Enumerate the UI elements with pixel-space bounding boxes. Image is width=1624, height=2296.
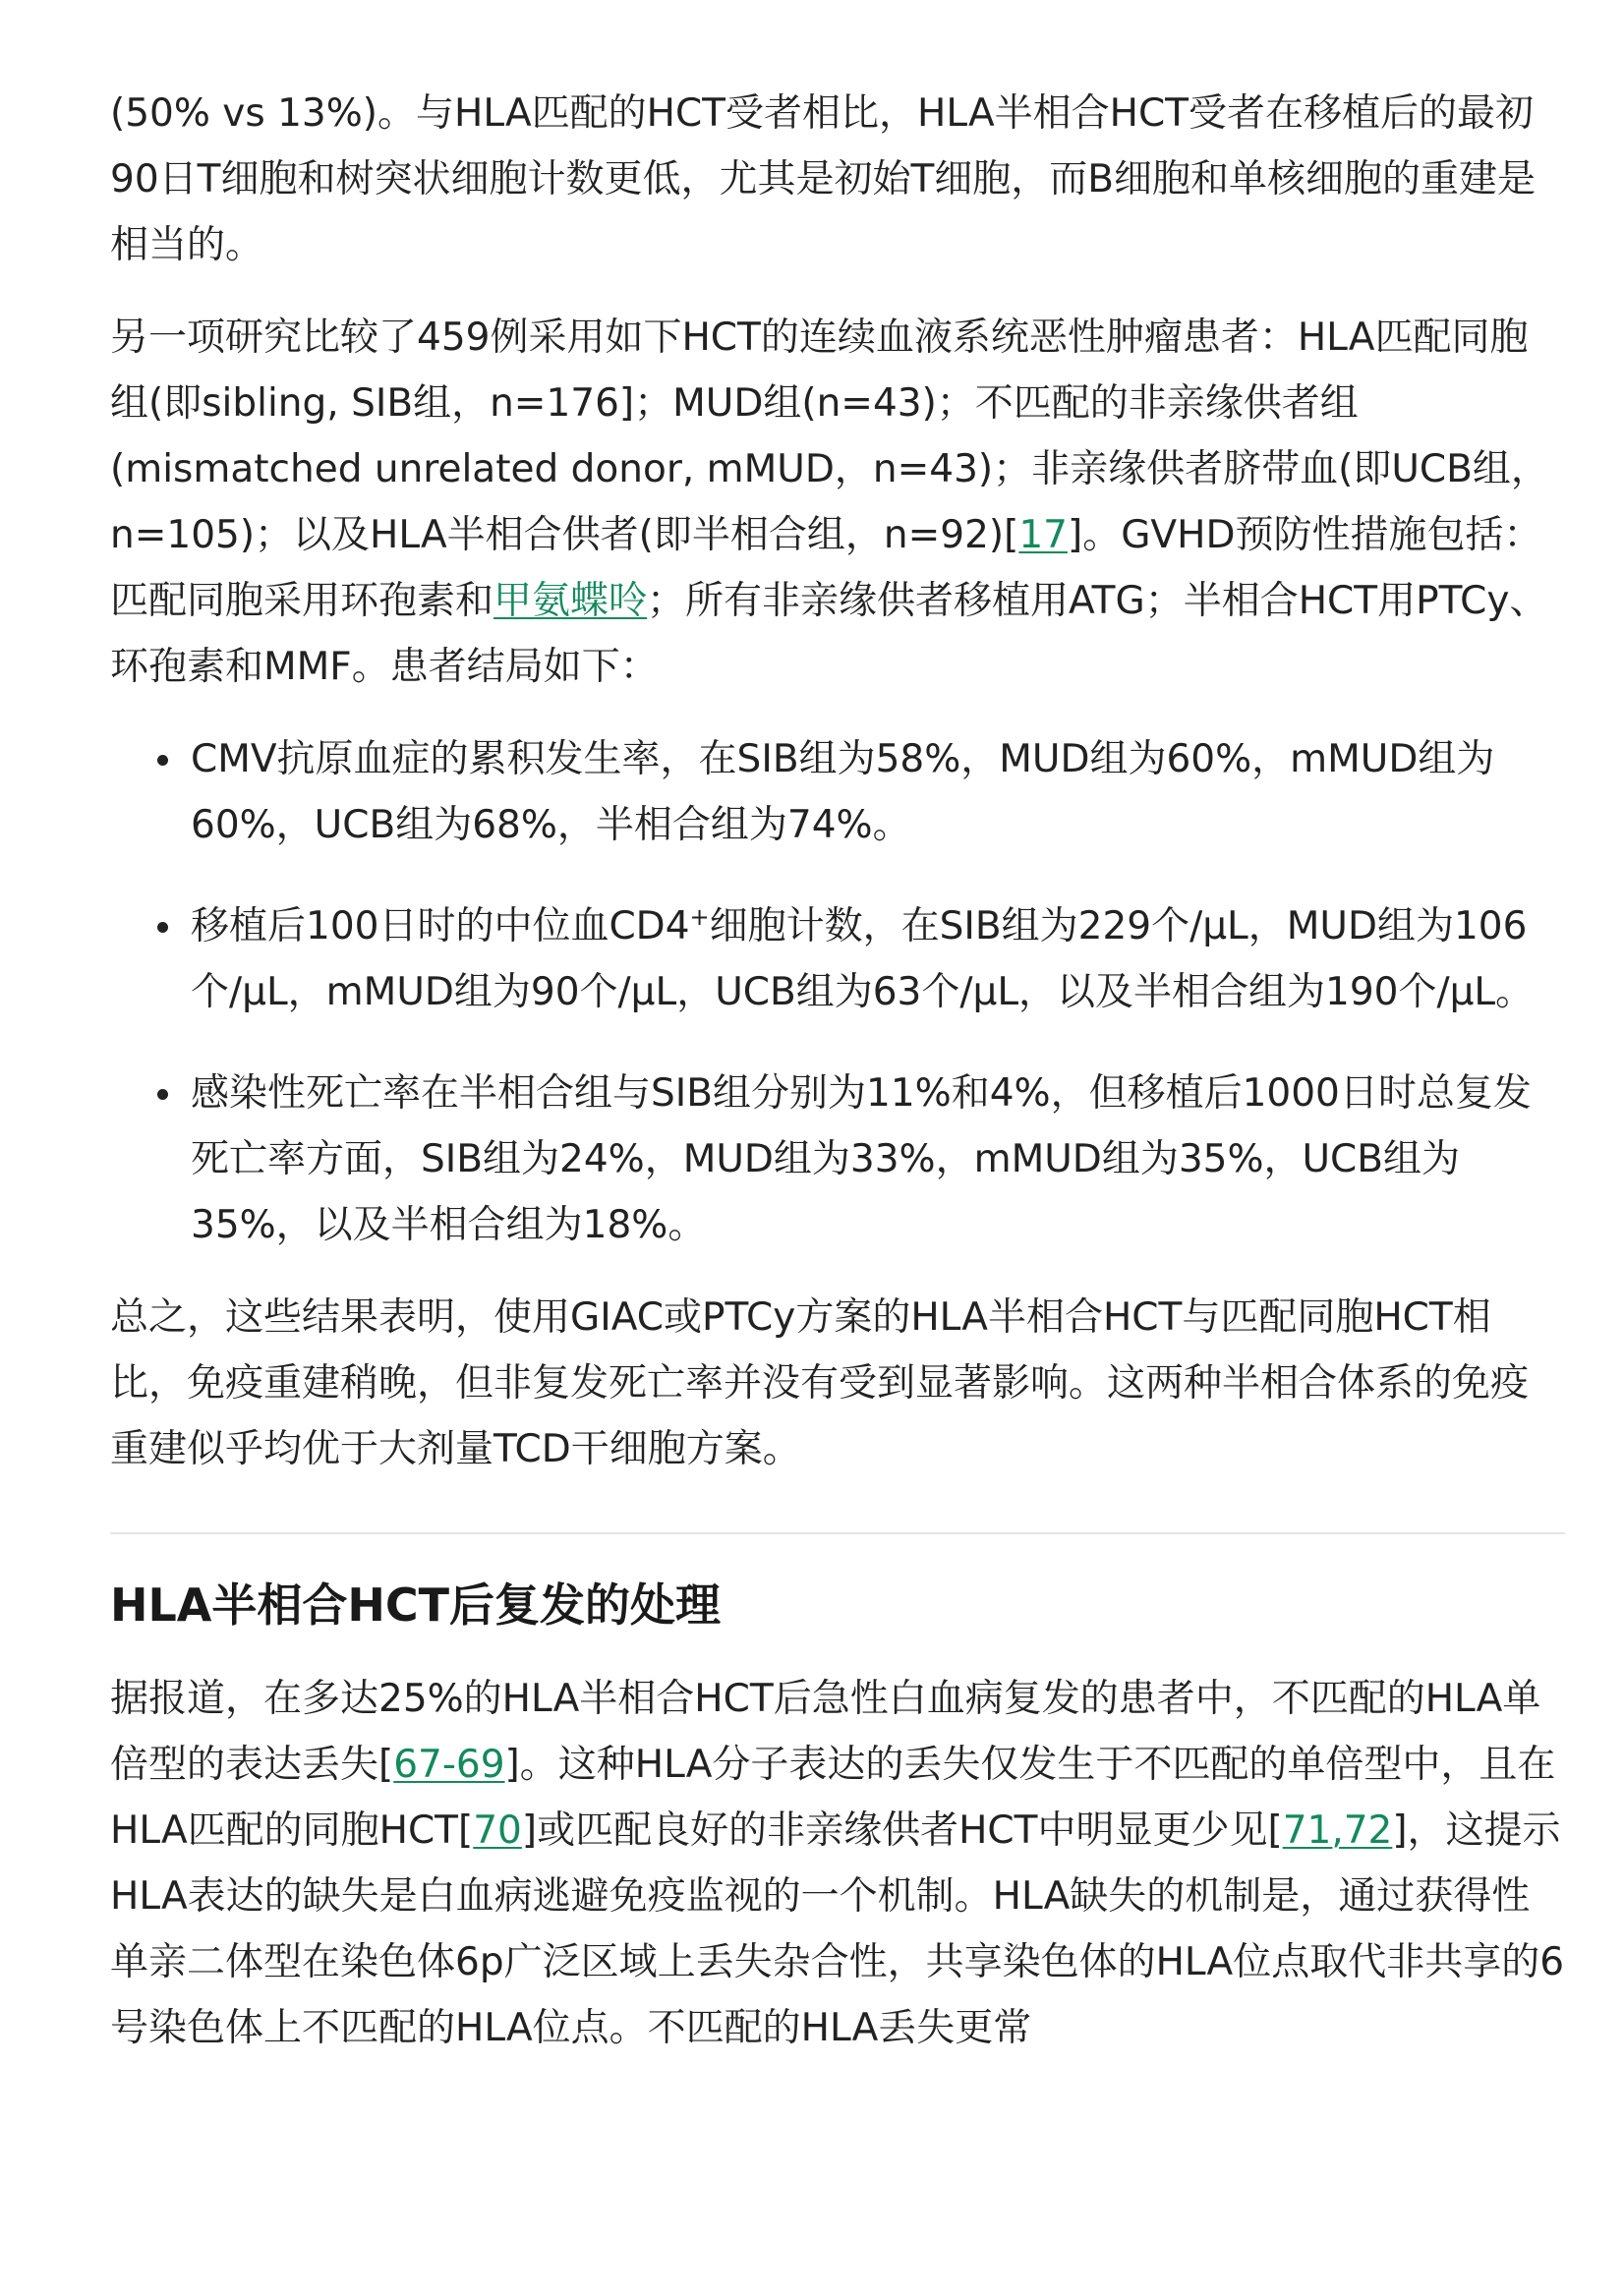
paragraph-study-459	[110, 305, 1565, 700]
reference-link-71-72[interactable]: 71,72	[1282, 1808, 1393, 1853]
reference-link-70[interactable]: 70	[473, 1808, 522, 1853]
paragraph-hla-comparison: (50% vs 13%)。与HLA匹配的HCT受者相比，HLA半相合HCT受者在移植后的最初90日T细胞和树突状细胞计数更低，尤其是初始T细胞，而B细胞和单核细胞的重建是相当的。	[110, 91, 1537, 267]
bullet-item-cd4	[191, 893, 1565, 1025]
bullet-text: 感染性死亡率在半相合组与SIB组分别为11%和4%，但移植后1000日时总复发死亡率方面，SIB组为24%，MUD组为33%，mMUD组为35%，UCB组为35%，以及半相合组为18%。	[191, 1071, 1532, 1247]
section-heading: HLA半相合HCT后复发的处理	[110, 1578, 722, 1632]
section-divider	[110, 1532, 1565, 1534]
paragraph-text: ；所有非亲缘供者移植用ATG；半相合HCT用PTCy、环孢素和MMF。患者结局如下：	[110, 579, 1548, 689]
bullet-item-mortality	[191, 1061, 1565, 1258]
bullet-text: 移植后100日时的中位血CD4	[191, 904, 690, 948]
bullet-dot-icon	[157, 755, 168, 766]
outcome-bullet-list	[110, 726, 1565, 1258]
paragraph-text: 据报道，在多达25%的HLA半相合HCT后急性白血病复发的患者中，不匹配的HLA单倍型的表达丢失[	[110, 1677, 1541, 1787]
paragraph-text: 另一项研究比较了459例采用如下HCT的连续血液系统恶性肿瘤患者：HLA匹配同胞组(即sibling, SIB组，n=176]；MUD组(n=43)；不匹配的非亲缘供者组(mismatched unrelated donor, mMUD，n=43)；非亲缘供者脐带血(即UCB组，n=105)；以及HLA半相合供者(即半相合组，n=92)[	[110, 316, 1549, 557]
paragraph-text: ]，这提示HLA表达的缺失是白血病逃避免疫监视的一个机制。HLA缺失的机制是，通过获得性单亲二体型在染色体6p广泛区域上丢失杂合性，共享染色体的HLA位点取代非共享的6号染色体上不匹配的HLA位点。不匹配的HLA丢失更常	[110, 1808, 1565, 2050]
superscript-plus: +	[689, 903, 710, 931]
drug-link-methotrexate[interactable]: 甲氨蝶呤	[493, 579, 648, 623]
paragraph-text: ]。GVHD预防性措施包括：匹配同胞采用环孢素和	[110, 513, 1542, 623]
paragraph-text: ]。这种HLA分子表达的丢失仅发生于不匹配的单倍型中，且在HLA匹配的同胞HCT[	[110, 1743, 1556, 1853]
bullet-text: 细胞计数，在SIB组为229个/μL，MUD组为106个/μL，mMUD组为90个/μL，UCB组为63个/μL，以及半相合组为190个/μL。	[191, 904, 1535, 1014]
bullet-item-cmv	[191, 726, 1565, 858]
reference-link-67-69[interactable]: 67-69	[393, 1743, 505, 1787]
paragraph-conclusion: 总之，这些结果表明，使用GIAC或PTCy方案的HLA半相合HCT与匹配同胞HCT相比，免疫重建稍晚，但非复发死亡率并没有受到显著影响。这两种半相合体系的免疫重建似乎均优于大剂量TCD干细胞方案。	[110, 1295, 1530, 1471]
bullet-dot-icon	[157, 1089, 168, 1100]
bullet-text: CMV抗原血症的累积发生率，在SIB组为58%，MUD组为60%，mMUD组为60%，UCB组为68%，半相合组为74%。	[191, 737, 1495, 847]
reference-link-17[interactable]: 17	[1018, 513, 1068, 557]
paragraph-text: ]或匹配良好的非亲缘供者HCT中明显更少见[	[521, 1808, 1283, 1853]
paragraph-relapse	[110, 1666, 1565, 2061]
bullet-dot-icon	[157, 922, 168, 933]
